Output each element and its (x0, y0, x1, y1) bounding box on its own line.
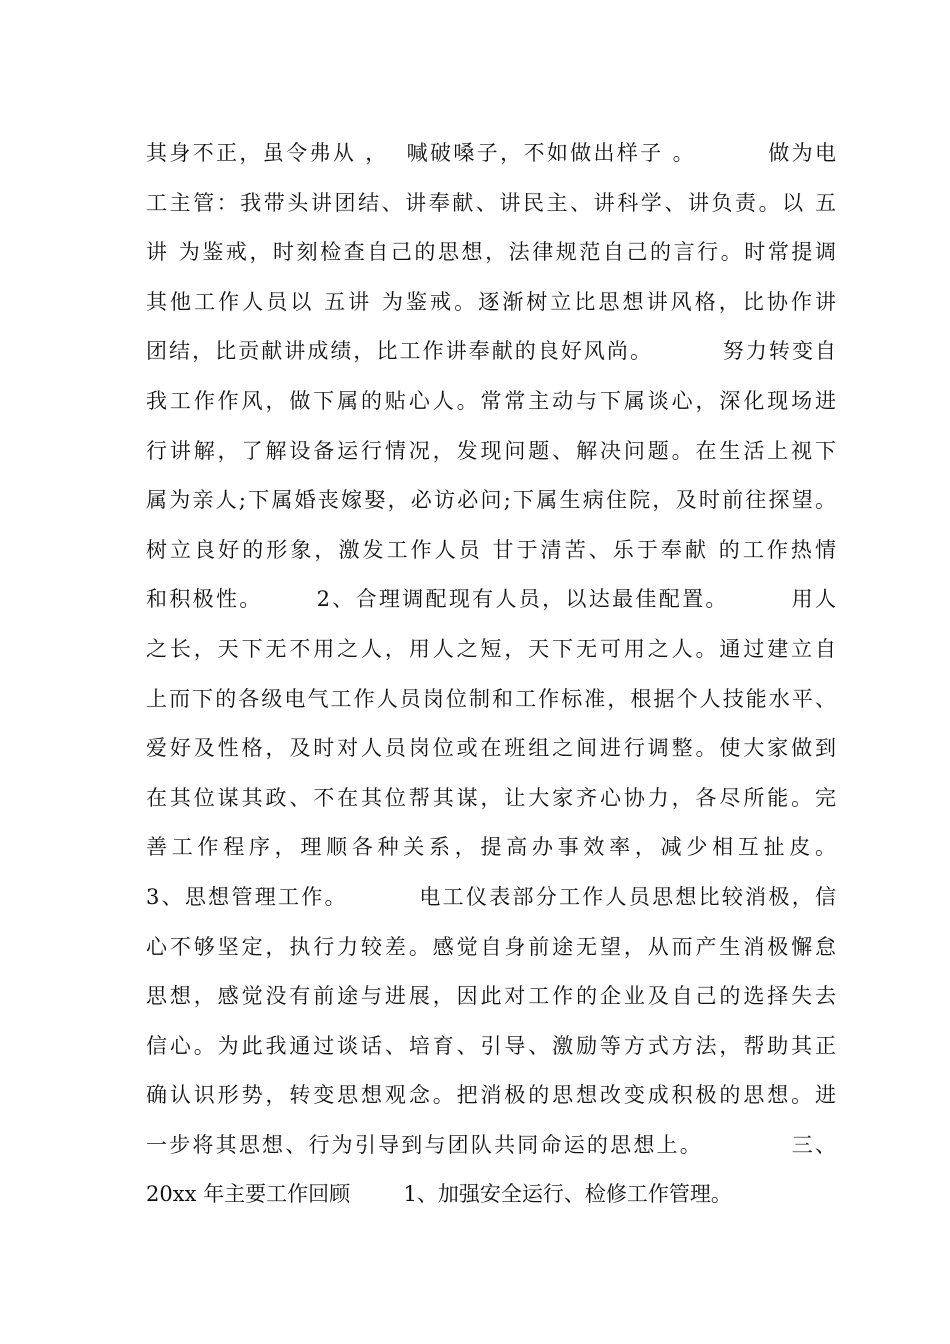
text-line: 20xx 年主要工作回顾 1、加强安全运行、检修工作管理。 (146, 1182, 732, 1207)
text-line: 信心。为此我通过谈话、培育、引导、激励等方式方法，帮助其正 (146, 1033, 836, 1058)
text-line: 树立良好的形象，激发工作人员 甘于清苦、乐于奉献 的工作热情 (146, 537, 836, 562)
text-line: 上而下的各级电气工作人员岗位制和工作标准，根据个人技能水平、 (146, 686, 836, 711)
text-line: 3、思想管理工作。 电工仪表部分工作人员思想比较消极，信 (146, 884, 836, 909)
text-line: 属为亲人;下属婚丧嫁娶，必访必问;下属生病住院，及时前往探望。 (146, 488, 836, 513)
text-line: 善工作程序，理顺各种关系，提高办事效率，减少相互扯皮。 (146, 835, 836, 860)
text-line: 爱好及性格，及时对人员岗位或在班组之间进行调整。使大家做到 (146, 736, 836, 761)
text-line: 我工作作风，做下属的贴心人。常常主动与下属谈心，深化现场进 (146, 388, 836, 413)
text-line: 确认识形势，转变思想观念。把消极的思想改变成积极的思想。进 (146, 1083, 836, 1108)
text-line: 其他工作人员以 五讲 为鉴戒。逐渐树立比思想讲风格，比协作讲 (146, 289, 836, 314)
text-line: 其身不正，虽令弗从 ， 喊破嗓子，不如做出样子 。 做为电 (146, 141, 836, 165)
body-text (146, 129, 836, 1220)
text-line: 之长，天下无不用之人，用人之短，天下无可用之人。通过建立自 (146, 636, 836, 661)
text-line: 一步将其思想、行为引导到与团队共同命运的思想上。 三、 (146, 1132, 836, 1157)
text-line: 和积极性。 2、合理调配现有人员，以达最佳配置。 用人 (146, 587, 836, 612)
text-line: 行讲解，了解设备运行情况，发现问题、解决问题。在生活上视下 (146, 438, 836, 463)
text-line: 在其位谋其政、不在其位帮其谋，让大家齐心协力，各尽所能。完 (146, 785, 836, 810)
text-line: 工主管：我带头讲团结、讲奉献、讲民主、讲科学、讲负责。以 五 (146, 190, 836, 215)
text-line: 心不够坚定，执行力较差。感觉自身前途无望，从而产生消极懈怠 (146, 934, 836, 959)
text-line: 思想，感觉没有前途与进展，因此对工作的企业及自己的选择失去 (146, 984, 836, 1009)
text-line: 团结，比贡献讲成绩，比工作讲奉献的良好风尚。 努力转变自 (146, 339, 836, 364)
text-line: 讲 为鉴戒，时刻检查自己的思想，法律规范自己的言行。时常提调 (146, 240, 836, 265)
